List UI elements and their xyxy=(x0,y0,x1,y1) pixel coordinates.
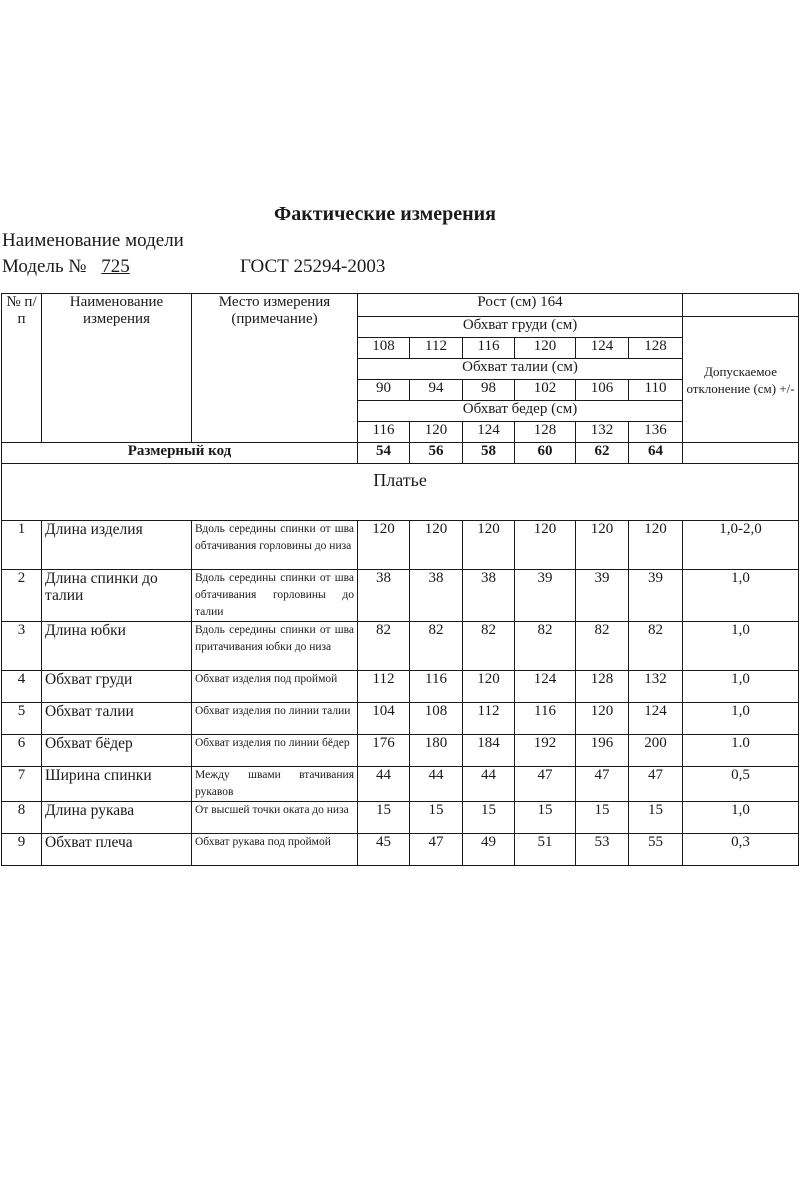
page-title: Фактические измерения xyxy=(274,203,496,225)
measurement-value: 124 xyxy=(629,703,683,735)
chest-value: 124 xyxy=(576,338,629,359)
measurement-value: 104 xyxy=(358,703,410,735)
measurement-value: 120 xyxy=(410,521,463,570)
table-row xyxy=(2,671,799,703)
tolerance-value: 1,0-2,0 xyxy=(683,521,799,570)
measurement-rows xyxy=(2,521,799,866)
chest-value: 108 xyxy=(358,338,410,359)
measurement-value: 176 xyxy=(358,735,410,767)
measurement-value: 38 xyxy=(358,570,410,622)
measurement-value: 82 xyxy=(629,622,683,671)
measurement-value: 15 xyxy=(629,802,683,834)
measurement-value: 38 xyxy=(463,570,515,622)
size-code: 56 xyxy=(410,443,463,464)
measurement-value: 112 xyxy=(358,671,410,703)
waist-value: 94 xyxy=(410,380,463,401)
measurement-value: 44 xyxy=(410,767,463,802)
header-blank xyxy=(683,294,799,317)
section-label: Платье xyxy=(2,464,799,521)
table-row xyxy=(2,521,799,570)
measurement-value: 15 xyxy=(463,802,515,834)
measurement-value: 51 xyxy=(515,834,576,866)
measurement-value: 39 xyxy=(576,570,629,622)
measurement-value: 180 xyxy=(410,735,463,767)
hips-value: 124 xyxy=(463,422,515,443)
measurement-value: 192 xyxy=(515,735,576,767)
hips-value: 132 xyxy=(576,422,629,443)
size-code-label: Размерный код xyxy=(2,443,358,464)
measurement-value: 120 xyxy=(463,671,515,703)
model-number-line xyxy=(2,256,386,278)
chest-value: 128 xyxy=(629,338,683,359)
measurement-value: 44 xyxy=(463,767,515,802)
size-code: 54 xyxy=(358,443,410,464)
header-tolerance: Допускаемое отклонение (см) +/- xyxy=(683,317,799,443)
measurement-place: Обхват изделия по линии талии xyxy=(192,703,358,735)
measurement-name: Обхват бёдер xyxy=(42,735,192,767)
tolerance-value: 1.0 xyxy=(683,735,799,767)
measurement-value: 120 xyxy=(515,521,576,570)
row-number: 6 xyxy=(2,735,42,767)
model-name-label: Наименование модели xyxy=(2,230,184,251)
tolerance-value: 0,5 xyxy=(683,767,799,802)
row-number: 3 xyxy=(2,622,42,671)
tolerance-value: 1,0 xyxy=(683,671,799,703)
row-number: 5 xyxy=(2,703,42,735)
row-number: 2 xyxy=(2,570,42,622)
measurement-place: Обхват изделия по линии бёдер xyxy=(192,735,358,767)
measurement-value: 112 xyxy=(463,703,515,735)
size-code: 58 xyxy=(463,443,515,464)
measurement-place: Обхват рукава под проймой xyxy=(192,834,358,866)
measurement-value: 120 xyxy=(358,521,410,570)
row-number: 9 xyxy=(2,834,42,866)
measurement-value: 132 xyxy=(629,671,683,703)
measurement-value: 128 xyxy=(576,671,629,703)
table-row xyxy=(2,767,799,802)
size-code: 60 xyxy=(515,443,576,464)
header-measurement-name: Наименование измерения xyxy=(42,294,192,443)
measurement-place: Обхват изделия под проймой xyxy=(192,671,358,703)
waist-value: 110 xyxy=(629,380,683,401)
header-chest: Обхват груди (см) xyxy=(358,317,683,338)
measurement-name: Длина изделия xyxy=(42,521,192,570)
header-waist: Обхват талии (см) xyxy=(358,359,683,380)
measurement-value: 15 xyxy=(358,802,410,834)
measurement-value: 82 xyxy=(358,622,410,671)
tolerance-value: 1,0 xyxy=(683,622,799,671)
tolerance-value: 1,0 xyxy=(683,703,799,735)
row-number: 1 xyxy=(2,521,42,570)
waist-value: 102 xyxy=(515,380,576,401)
measurement-name: Ширина спинки xyxy=(42,767,192,802)
size-code: 64 xyxy=(629,443,683,464)
measurement-name: Длина рукава xyxy=(42,802,192,834)
table-row xyxy=(2,703,799,735)
measurement-value: 15 xyxy=(410,802,463,834)
measurement-place: Вдоль середины спинки от шва притачивания юбки до низа xyxy=(192,622,358,671)
waist-value: 98 xyxy=(463,380,515,401)
measurement-place: От высшей точки оката до низа xyxy=(192,802,358,834)
waist-value: 90 xyxy=(358,380,410,401)
hips-value: 128 xyxy=(515,422,576,443)
header-number: № п/п xyxy=(2,294,42,443)
tolerance-value: 1,0 xyxy=(683,570,799,622)
measurement-value: 82 xyxy=(515,622,576,671)
chest-value: 116 xyxy=(463,338,515,359)
measurement-name: Обхват груди xyxy=(42,671,192,703)
table-row xyxy=(2,570,799,622)
size-code-row xyxy=(2,443,799,464)
measurement-value: 39 xyxy=(515,570,576,622)
measurement-value: 82 xyxy=(463,622,515,671)
measurement-value: 196 xyxy=(576,735,629,767)
model-number: 725 xyxy=(101,256,130,277)
measurement-value: 82 xyxy=(576,622,629,671)
measurement-value: 53 xyxy=(576,834,629,866)
chest-value: 120 xyxy=(515,338,576,359)
chest-value: 112 xyxy=(410,338,463,359)
gost-standard: ГОСТ 25294-2003 xyxy=(240,256,386,277)
measurement-name: Длина спинки до талии xyxy=(42,570,192,622)
header-measurement-place: Место измерения (примечание) xyxy=(192,294,358,443)
measurement-value: 39 xyxy=(629,570,683,622)
size-code-blank xyxy=(683,443,799,464)
size-code: 62 xyxy=(576,443,629,464)
hips-value: 120 xyxy=(410,422,463,443)
measurement-place: Между швами втачивания рукавов xyxy=(192,767,358,802)
measurement-value: 200 xyxy=(629,735,683,767)
measurement-value: 49 xyxy=(463,834,515,866)
measurement-value: 55 xyxy=(629,834,683,866)
table-row xyxy=(2,735,799,767)
row-number: 7 xyxy=(2,767,42,802)
measurement-place: Вдоль середины спинки от шва обтачивания горловины до низа xyxy=(192,521,358,570)
measurement-value: 45 xyxy=(358,834,410,866)
measurement-value: 120 xyxy=(576,521,629,570)
measurement-name: Длина юбки xyxy=(42,622,192,671)
hips-value: 116 xyxy=(358,422,410,443)
measurement-value: 120 xyxy=(576,703,629,735)
measurement-name: Обхват плеча xyxy=(42,834,192,866)
measurement-place: Вдоль середины спинки от шва обтачивания горловины до талии xyxy=(192,570,358,622)
measurement-value: 47 xyxy=(410,834,463,866)
table-row xyxy=(2,622,799,671)
row-number: 4 xyxy=(2,671,42,703)
measurement-value: 124 xyxy=(515,671,576,703)
measurements-table xyxy=(1,293,799,866)
header-hips: Обхват бедер (см) xyxy=(358,401,683,422)
measurement-value: 15 xyxy=(576,802,629,834)
table-row xyxy=(2,834,799,866)
measurement-value: 47 xyxy=(576,767,629,802)
row-number: 8 xyxy=(2,802,42,834)
measurement-value: 116 xyxy=(410,671,463,703)
hips-value: 136 xyxy=(629,422,683,443)
measurement-value: 108 xyxy=(410,703,463,735)
measurement-value: 82 xyxy=(410,622,463,671)
tolerance-value: 0,3 xyxy=(683,834,799,866)
measurement-name: Обхват талии xyxy=(42,703,192,735)
measurement-value: 116 xyxy=(515,703,576,735)
measurement-value: 120 xyxy=(629,521,683,570)
table-row xyxy=(2,802,799,834)
measurement-value: 120 xyxy=(463,521,515,570)
measurement-value: 47 xyxy=(515,767,576,802)
measurement-value: 38 xyxy=(410,570,463,622)
header-height: Рост (см) 164 xyxy=(358,294,683,317)
measurement-value: 47 xyxy=(629,767,683,802)
measurement-value: 15 xyxy=(515,802,576,834)
waist-value: 106 xyxy=(576,380,629,401)
model-number-label: Модель № xyxy=(2,256,87,277)
tolerance-value: 1,0 xyxy=(683,802,799,834)
measurement-value: 184 xyxy=(463,735,515,767)
measurement-value: 44 xyxy=(358,767,410,802)
